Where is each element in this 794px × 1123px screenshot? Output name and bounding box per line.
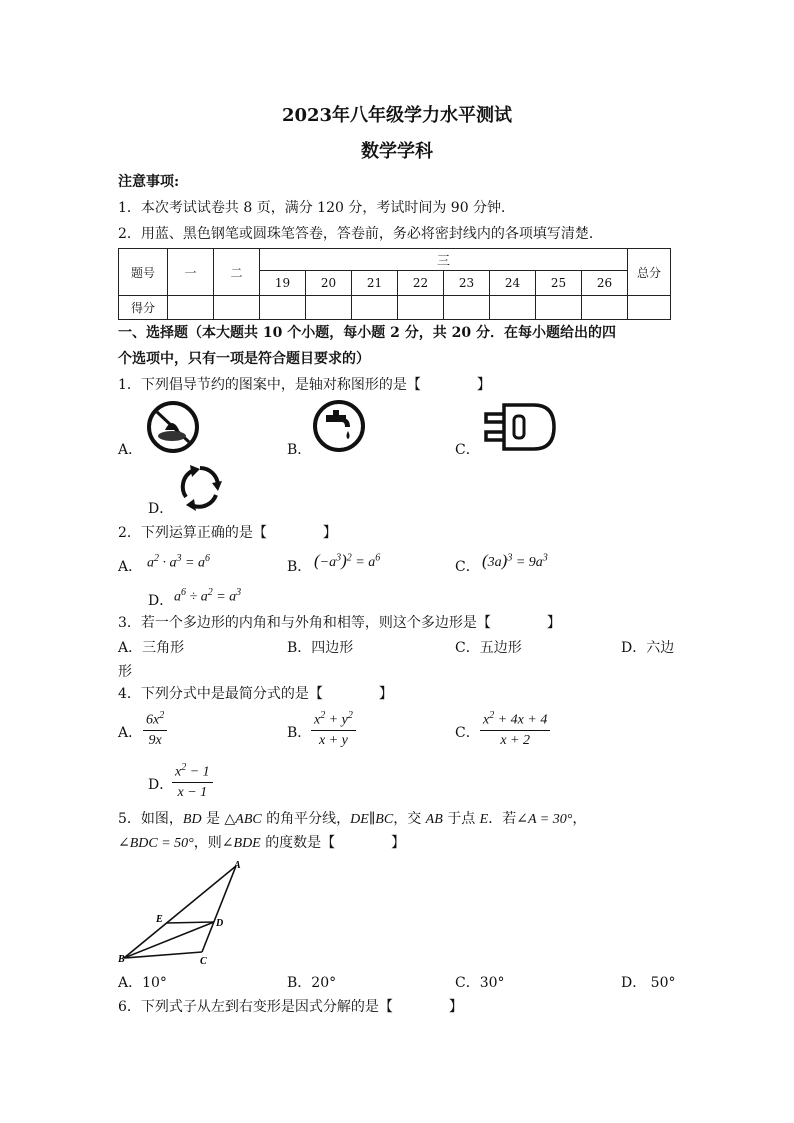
vertex-label: E xyxy=(156,914,163,925)
question-stem: ∠BDC = 50°，则∠BDE 的度数是【 】 xyxy=(118,835,406,851)
option-label: A． xyxy=(118,442,143,458)
score-cell xyxy=(214,296,260,320)
option-label: D． xyxy=(148,777,174,793)
math-expression: $(-a^3)^2 = a^6$ xyxy=(314,551,381,570)
option-label: B． xyxy=(287,442,312,458)
math-expression: $a^2 \cdot a^3 = a^6$ xyxy=(147,553,210,571)
option-label-wrap: 形 xyxy=(118,664,132,680)
option-label: D． xyxy=(148,593,174,609)
fraction: $\frac{x^2 + y^2}{x + y}$ xyxy=(311,710,356,749)
no-food-waste-icon xyxy=(145,400,201,454)
score-cell xyxy=(398,296,444,320)
notice-heading: 注意事项: xyxy=(118,174,180,190)
option-label: B． xyxy=(287,559,312,575)
option-label: A． xyxy=(118,559,143,575)
question-stem: 2．下列运算正确的是【 】 xyxy=(118,525,337,541)
table-header-cell: 20 xyxy=(306,271,352,296)
table-header-cell: 二 xyxy=(214,249,260,296)
option-label: B． xyxy=(287,725,312,741)
table-header-cell: 三 xyxy=(260,249,628,271)
option-label: C． xyxy=(455,442,480,458)
table-header-cell: 19 xyxy=(260,271,306,296)
score-cell xyxy=(444,296,490,320)
question-stem: 1．下列倡导节约的图案中，是轴对称图形的是【 】 xyxy=(118,377,491,393)
vertex-label: A xyxy=(234,860,241,871)
vertex-label: C xyxy=(200,956,207,967)
power-plug-icon xyxy=(482,402,558,452)
option-label: C． xyxy=(455,559,480,575)
table-header-cell: 23 xyxy=(444,271,490,296)
score-cell xyxy=(168,296,214,320)
triangle-figure xyxy=(116,858,248,970)
notice-item: 2．用蓝、黑色钢笔或圆珠笔答卷，答卷前，务必将密封线内的各项填写清楚． xyxy=(118,226,603,242)
table-row-label: 得分 xyxy=(119,296,168,320)
option-label: A． xyxy=(118,725,143,741)
score-table xyxy=(118,248,671,320)
question-stem: 3．若一个多边形的内角和与外角和相等，则这个多边形是【 】 xyxy=(118,615,561,631)
option-label: C．30° xyxy=(455,975,505,991)
fraction: $\frac{x^2 - 1}{x - 1}$ xyxy=(172,762,213,801)
math-expression: $(3a)^3 = 9a^3$ xyxy=(482,551,548,570)
question-stem: 5．如图，BD 是 △ABC 的角平分线，DE∥BC，交 AB 于点 E．若∠A = 30°， xyxy=(118,811,587,827)
table-header-cell: 25 xyxy=(536,271,582,296)
score-cell xyxy=(628,296,671,320)
recycle-arrows-icon xyxy=(172,461,228,513)
option-label: A．三角形 xyxy=(118,640,185,656)
option-label: B．20° xyxy=(287,975,337,991)
option-label: D． xyxy=(148,501,174,517)
page-title: 2023年八年级学力水平测试 xyxy=(281,105,513,126)
option-label: A．10° xyxy=(118,975,167,991)
option-label: C． xyxy=(455,725,480,741)
option-label: C．五边形 xyxy=(455,640,522,656)
table-header-cell: 24 xyxy=(490,271,536,296)
table-header-cell: 题号 xyxy=(119,249,168,296)
score-cell xyxy=(306,296,352,320)
fraction: $\frac{x^2 + 4x + 4}{x + 2}$ xyxy=(480,710,550,749)
notice-item: 1．本次考试试卷共 8 页，满分 120 分，考试时间为 90 分钟． xyxy=(118,200,516,216)
score-cell xyxy=(490,296,536,320)
table-header-cell: 22 xyxy=(398,271,444,296)
table-header-cell: 总分 xyxy=(628,249,671,296)
score-cell xyxy=(260,296,306,320)
subject-title: 数学学科 xyxy=(361,141,433,162)
fraction: $\frac{6x^2}{9x}$ xyxy=(143,710,167,749)
option-label: B．四边形 xyxy=(287,640,354,656)
vertex-label: D xyxy=(216,918,224,929)
vertex-label: B xyxy=(118,954,125,965)
water-tap-icon xyxy=(312,399,366,453)
section-heading: 一、选择题（本大题共 10 个小题，每小题 2 分，共 20 分．在每小题给出的四 xyxy=(118,325,616,341)
option-label: D．六边 xyxy=(621,640,675,656)
table-header-cell: 21 xyxy=(352,271,398,296)
table-header-cell: 26 xyxy=(582,271,628,296)
question-stem: 4．下列分式中是最简分式的是【 】 xyxy=(118,686,393,702)
score-cell xyxy=(352,296,398,320)
math-expression: $a^6 \div a^2 = a^3$ xyxy=(174,587,242,605)
score-cell xyxy=(536,296,582,320)
section-heading: 个选项中，只有一项是符合题目要求的） xyxy=(118,351,370,367)
question-stem: 6．下列式子从左到右变形是因式分解的是【 】 xyxy=(118,999,463,1015)
score-cell xyxy=(582,296,628,320)
table-header-cell: 一 xyxy=(168,249,214,296)
option-label: D． 50° xyxy=(621,975,676,991)
